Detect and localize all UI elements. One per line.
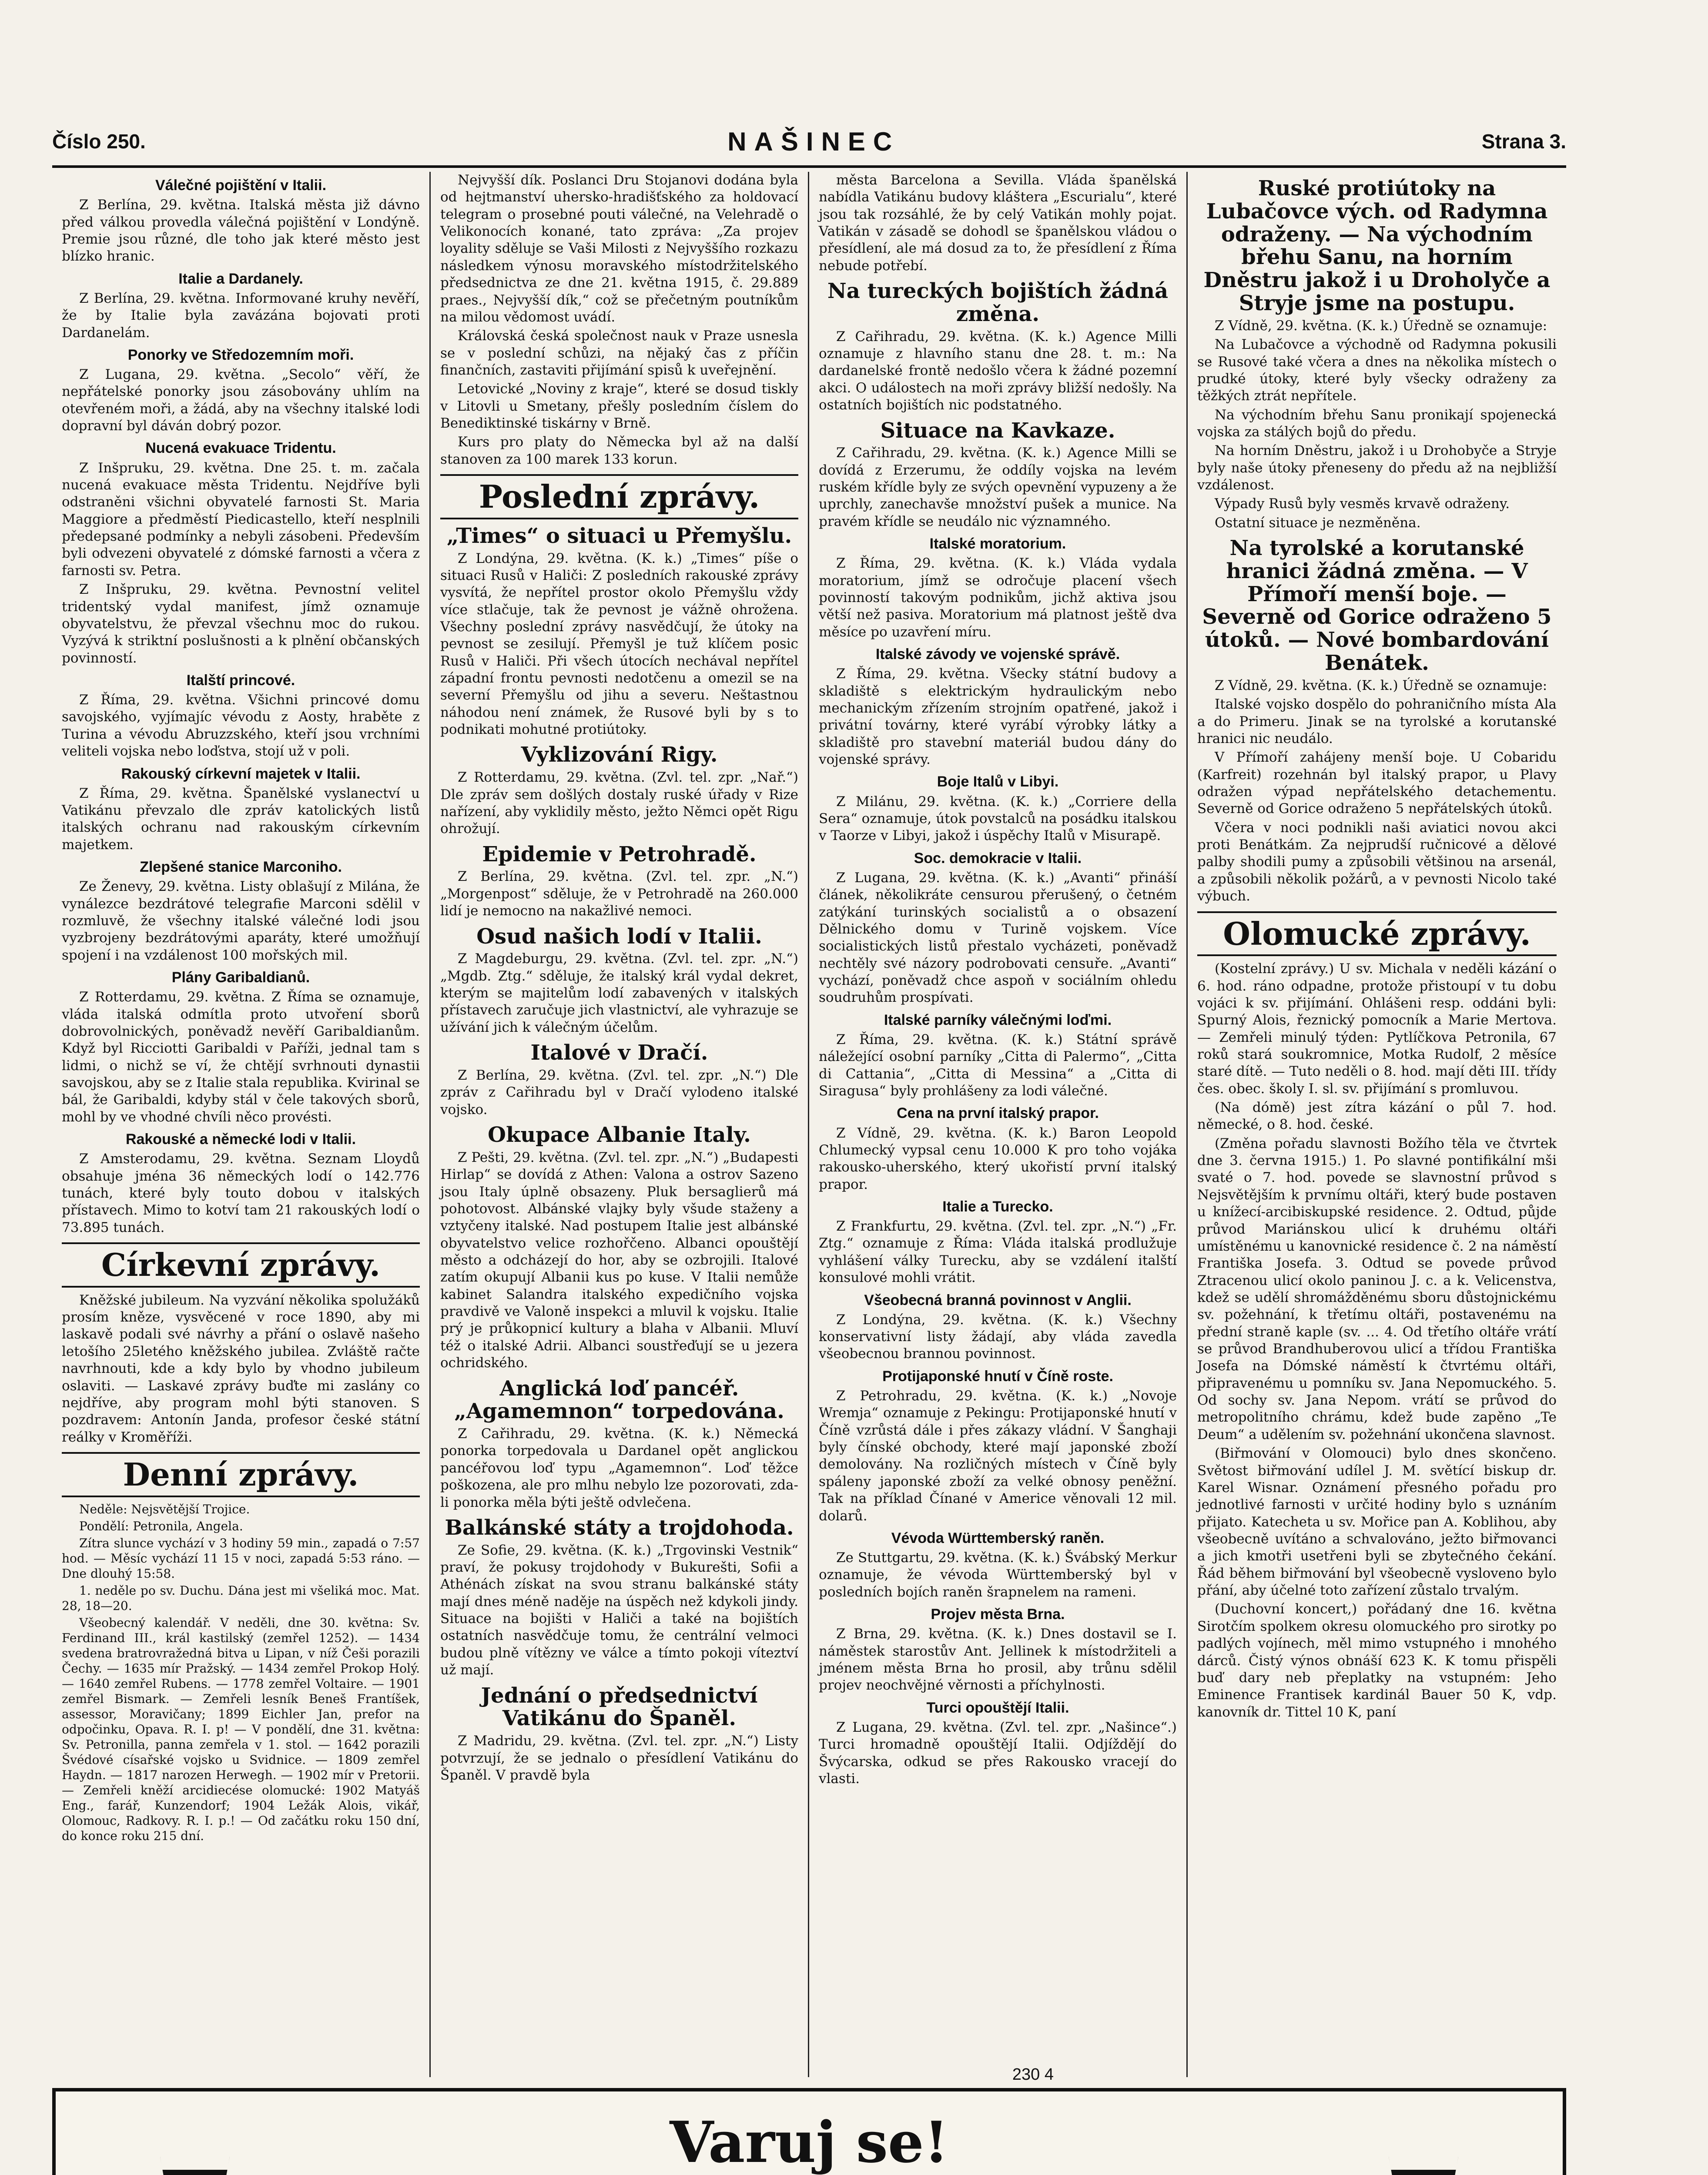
article-paragraph: Ze Ženevy, 29. května. Listy oblašují z Milána, že vynálezce bezdrátové telegrafie Marconi sdělil v rozmluvě, že všechny italské válečné lodi jsou vyzbrojeny bezdrátovými aparáty, které umožňují spojení i na vzdálenost 100 mořských mil. xyxy=(62,879,420,963)
article-paragraph: Z Brna, 29. května. (K. k.) Dnes dostavil se I. náměstek starostův Ant. Jellinek k místodržiteli a jménem města Brna ho prosil, aby trůnu sdělil projev neochvějné věrnosti a příchylnosti. xyxy=(819,1626,1177,1693)
section-title: Církevní zprávy. xyxy=(62,1242,420,1288)
article-heading: Italové v Dračí. xyxy=(530,1041,708,1065)
section-title: Denní zprávy. xyxy=(62,1452,420,1497)
article-heading: Italie a Turecko. xyxy=(942,1198,1053,1215)
article-paragraph: Ze Sofie, 29. května. (K. k.) „Trgovinski Vestnik“ praví, že pokusy trojdohody v Bukurešti, Sofii a Athénách získat na svou stranu balkánské státy mají dnes méně naděje na úspěch než kdykoli jindy. Situace na bojišti v Haliči a také na bojištích ostatních nasvědčuje tomu, že centrální velmoci budou plně vítězny ve válce a tímto pokoji víteztví už mají. xyxy=(440,1542,798,1678)
daily-news xyxy=(62,1502,420,1844)
article-heading: Projev města Brna. xyxy=(931,1606,1065,1623)
article-heading: Italští princové. xyxy=(186,672,295,689)
article-paragraph: Na Lubačovce a východně od Radymna pokusili se Rusové také včera a dnes na několika místech o prudké útoky, které byly všecky odraženy za těžkých ztrát nepřítele. xyxy=(1197,337,1557,404)
article-heading: Italské moratorium. xyxy=(929,535,1066,552)
article-paragraph: Ze Stuttgartu, 29. května. (K. k.) Švábský Merkur oznamuje, že vévoda Württemberský byl v posledních bojích raněn šrapnelem na rameni. xyxy=(819,1550,1177,1600)
article-heading: Osud našich lodí v Italii. xyxy=(476,924,762,949)
article-paragraph: Italské vojsko dospělo do pohraničního místa Ala a do Primeru. Jinak se na tyrolské a korutanské hranici nic neudálo. xyxy=(1197,696,1557,746)
article-heading: Rakouské a německé lodi v Italii. xyxy=(125,1131,356,1148)
article-heading: Protijaponské hnutí v Číně roste. xyxy=(882,1368,1113,1385)
article-paragraph: Z Inšpruku, 29. května. Pevnostní velitel tridentský vydal manifest, jímž oznamuje obyvatelstvu, že převzal všechnu moc do rukou. Vyzývá k striktní poslušnosti a k plnění občanských povinností. xyxy=(62,582,420,666)
column-1 xyxy=(52,172,431,2077)
article-paragraph: Z Milánu, 29. května. (K. k.) „Corriere della Sera“ oznamuje, útok povstalců na posádku italskou v Taorze v Libyi, jakož i úspěchy Italů v Misurapě. xyxy=(819,793,1177,844)
article-heading: Rakouský církevní majetek v Italii. xyxy=(121,765,361,782)
article-paragraph: (Duchovní koncert,) pořádaný dne 16. května Sirotčím spolkem okresu olomuckého pro sirotky po padlých vojínech, měl mimo vstupného i mnohého dárců. Čistý výnos obnáší 623 K. K tomu přispěli buď dary neb přeplatky na vstupném: Jeho Eminence Frantisek kardinál Bauer 50 K, vdp. kanovník dr. Tittel 10 K, paní xyxy=(1197,1601,1557,1720)
soap-bottle-illustration-right xyxy=(1310,2144,1537,2175)
section-title: Olomucké zprávy. xyxy=(1197,911,1557,957)
article-paragraph: Z Berlína, 29. května. Informované kruhy nevěří, že by Italie byla zavázána bojovati proti Dardanelám. xyxy=(62,290,420,341)
article-paragraph: Pondělí: Petronila, Angela. xyxy=(79,1519,243,1533)
columns xyxy=(52,172,1566,2077)
ulida-advertisement xyxy=(52,2065,1566,2175)
article-paragraph: Z Vídně, 29. května. (K. k.) Úředně se oznamuje: xyxy=(1215,677,1547,693)
article-heading: „Times“ o situaci u Přemyšlu. xyxy=(446,523,792,548)
article-heading: Okupace Albanie Italy. xyxy=(488,1123,751,1148)
article-paragraph: (Kostelní zprávy.) U sv. Michala v neděli kázání o 6. hod. ráno odpadne, protože přistoupí v tu dobu vojáci k sv. přijímání. Ohlášeni resp. oddáni byli: Spurný Alois, řeznický pomocník a Marie Mertova. — Zemřeli minulý týden: Pytlíčkova Petronila, 67 roků stará soukromnice, Motka Rudolf, 2 měsíce staré dítě. — Tuto neděli o 8. hod. mají děti III. třídy čes. obec. školy I. sl. sv. přijímání s promluvou. xyxy=(1197,961,1557,1097)
article-paragraph: Z Vídně, 29. května. (K. k.) Baron Leopold Chlumecký vypsal cenu 10.000 K pro toho vojáka rakousko-uherského, který ukořistí první italský prapor. xyxy=(819,1125,1177,1192)
article-paragraph: Z Frankfurtu, 29. května. (Zvl. tel. zpr. „N.“) „Fr. Ztg.“ oznamuje z Říma: Vláda italská prodlužuje vyhlášení války Turecku, aby se vzdálení italští konsulové mohli vrátit. xyxy=(819,1218,1177,1286)
article-paragraph: Z Říma, 29. května. Všichni princové domu savojského, vyjímajíc vévodu z Aosty, hraběte z Turina a vévodu Abruzzského, kteří jsou vrchními veliteli vojska nebo loďstva, stojí už v poli. xyxy=(62,692,420,760)
article-paragraph: Z Londýna, 29. května. (K. k.) „Times“ píše o situaci Rusů v Haliči: Z posledních rakouské zprávy vysvítá, že nepřítel prostor okolo Přemyšlu vždy více stlačuje, tak že pevnost je vážně ohrožena. Všechny poslední zprávy nasvědčují, že útoky na pevnost se zesilují. Přemyšl je tuž klíčem posic Rusů v Haliči. Při všech útocích nechával nepřítel západní frontu pevnosti nedotčenu a omezil se na severní Přemyšlu od jihu a severu. Neštastnou náhodou není známek, že Rusové byli by s to podnikati mohutné protiútoky. xyxy=(440,550,798,738)
article-paragraph: Z Berlína, 29. května. Italská města již dávno před válkou provedla válečná pojištění v Londýně. Premie jsou různé, dle toho jak které město jest blízko hranic. xyxy=(62,197,420,264)
article-paragraph: Kněžské jubileum. Na vyzvání několika spolužáků prosím kněze, vysvěcené v roce 1890, aby mi laskavě podali své návrhy a přání o oslavě našeho letošího 25letého kněžského jubilea. Zvláště račte navrhnouti, kde a kdy bylo by vhodno jubileum oslaviti. — Laskavé zprávy buďte mi zaslány co nejdříve, aby program mohl býti stanoven. S pozdravem: Antonín Janda, profesor české státní reálky v Kroměříži. xyxy=(62,1292,420,1445)
article-paragraph: Z Amsterodamu, 29. května. Seznam Lloydů obsahuje jména 36 německých lodí o 142.776 tunách, které byly touto dobou v italských přístavech. Mimo to kotví tam 21 rakouských lodí o 73.895 tunách. xyxy=(62,1151,420,1235)
article-paragraph: Zítra slunce vychází v 3 hodiny 59 min., zapadá o 7:57 hod. — Měsíc vychází 11 15 v noci, zapadá 5:53 ráno. — Dne dlouhý 15:58. xyxy=(62,1536,420,1581)
article-paragraph: Ostatní situace je nezměněna. xyxy=(1215,515,1421,531)
article-paragraph: Z Madridu, 29. května. (Zvl. tel. zpr. „N.“) Listy potvrzují, že se jednalo o přesídlení Vatikánu do Španěl. V pravdě byla xyxy=(440,1733,798,1783)
article-paragraph: Z Lugana, 29. května. (Zvl. tel. zpr. „Našince“.) Turci hromadně opouštějí Italii. Odjíždějí do Švýcarska, odkud se přes Rakousko vracejí do vlasti. xyxy=(819,1719,1177,1787)
article-paragraph: Výpady Rusů byly vesměs krvavě odraženy. xyxy=(1215,496,1510,512)
article-paragraph: Z Říma, 29. května. Všecky státní budovy a skladiště s elektrickým hydraulickým nebo mechanickým zřízením strojním opatřené, jakož i privátní továrny, které vyrábí výrobky látky a skladiště pro stavební materiál budou dány do vojenské správy. xyxy=(819,666,1177,768)
article-heading: Zlepšené stanice Marconiho. xyxy=(140,859,342,876)
column-3 xyxy=(809,172,1188,2077)
article-heading: Vyklizování Rigy. xyxy=(521,743,718,767)
article-paragraph: Na horním Dněstru, jakož i u Drohobyče a Stryje byly naše útoky přeneseny do předu až na nejbližší vzdálenost. xyxy=(1197,443,1557,493)
article-heading: Italské parníky válečnými loďmi. xyxy=(884,1011,1112,1028)
article-heading: Balkánské státy a trojdohoda. xyxy=(445,1515,794,1540)
article-paragraph: Z Inšpruku, 29. května. Dne 25. t. m. začala nucená evakuace města Tridentu. Nejdříve byli odstraněni všichni obyvatelé farnosti St. Maria Maggiore a předměstí Piedicastello, kteří nesplnili předepsané podmínky a nebyli zásobeni. Především byli odvezeni obyvatelé z dómské farnosti a včera z farnosti sv. Petra. xyxy=(62,460,420,579)
article-heading: Vévoda Württemberský raněn. xyxy=(891,1529,1105,1546)
newspaper-header xyxy=(52,117,1566,168)
ad-title: Varuj se! xyxy=(670,2109,949,2175)
article-heading: Ponorky ve Středozemním moři. xyxy=(127,346,354,363)
article-paragraph: Nejvyšší dík. Poslanci Dru Stojanovi dodána byla od hejtmanství uhersko-hradišťského za holdovací telegram o prosebné pouti válečné, na Velehradě o Velikonocích konané, tato zpráva: „Za projev loyality sděluje se Vaši Milosti z Nejvyššího rozkazu následkem výnosu moravského místodržitelského předsednictva ze dne 21. května 1915, č. 29.889 praes., Nejvyšší dík,“ což se přečetným poutníkům na milou vědomost uvádí. xyxy=(440,172,798,325)
article-paragraph: Z Berlína, 29. května. (Zvl. tel. zpr. „N.“) Dle zpráv z Cařihradu byl v Dračí vylodeno italské vojsko. xyxy=(440,1067,798,1118)
article-paragraph: (Na dómě) jest zítra kázání o půl 7. hod. německé, o 8. hod. české. xyxy=(1197,1100,1557,1133)
article-paragraph: Z Berlína, 29. května. (Zvl. tel. zpr. „N.“) „Morgenpost“ sděluje, že v Petrohradě na 260.000 lidí je nemocno na nakažlivé nemoci. xyxy=(440,869,798,919)
article-paragraph: Na východním břehu Sanu pronikají spojenecká vojska za stálých bojů do předu. xyxy=(1197,407,1557,440)
article-paragraph: Z Lugana, 29. května. „Secolo“ věří, že nepřátelské ponorky jsou zásobovány uhlím na otevřeném moři, a žádá, aby na všechny italské lodi dopravní byl dáván dobrý pozor. xyxy=(62,367,420,434)
article-heading: Situace na Kavkaze. xyxy=(880,418,1115,443)
article-heading: Všeobecná branná povinnost v Anglii. xyxy=(864,1292,1132,1308)
article-paragraph: 1. neděle po sv. Duchu. Dána jest mi všeliká moc. Mat. 28, 18—20. xyxy=(62,1583,420,1613)
article-paragraph: Neděle: Nejsvětější Trojice. xyxy=(79,1502,250,1516)
article-paragraph: Včera v noci podnikli naši aviatici novou akci proti Benátkám. Za nejprudší ručnicové a dělové palby shodili pumy a způsobili většinou na arsenál, a způsobili několik požárů, a v pevnosti Nicolo také výbuch. xyxy=(1197,820,1557,904)
article-paragraph: Z Říma, 29. května. Španělské vyslanectví u Vatikánu převzalo dle zpráv katolických listů italských ochranu nad rakouským církevním majetkem. xyxy=(62,785,420,853)
article-paragraph: Letovické „Noviny z kraje“, které se dosud tiskly v Litovli u Smetany, přešly posledním číslem do Benediktinské tiskárny v Brně. xyxy=(440,381,798,432)
section-title: Poslední zprávy. xyxy=(440,474,798,519)
article-heading: Ruské protiútoky na Lubačovce vých. od Radymna odraženy. — Na východním břehu Sanu, na horním Dněstru jakož i u Droholyče a Stryje jsme na postupu. xyxy=(1203,176,1551,315)
article-paragraph: Z Cařihradu, 29. května. (K. k.) Německá ponorka torpedovala u Dardanel opět anglickou pancéřovou loď typu „Agamemnon“. Loď těžce poškozena, ale pro mlhu nebylo lze pozorovati, zda-li ponorka měla býti ještě odvlečena. xyxy=(440,1426,798,1510)
article-heading: Soc. demokracie v Italii. xyxy=(914,850,1082,867)
column-4 xyxy=(1188,172,1566,2077)
article-heading: Italské závody ve vojenské správě. xyxy=(875,646,1120,663)
article-paragraph: Kurs pro platy do Německa byl až na další stanoven za 100 marek 133 korun. xyxy=(440,434,798,467)
article-paragraph: Z Lugana, 29. května. (K. k.) „Avanti“ přináší článek, několikráte censurou přerušený, o četném zatýkání turinských socialistů a o obsazení Dělnického domu v Turině vojskem. Více socialistických listů přestalo vycházeti, poněvadž nechtěly své názory podrobovati censuře. „Avanti“ vychází, poněvadž chce aspoň v sociálním ohledu soudruhům prospívati. xyxy=(819,870,1177,1006)
article-paragraph: Z Rotterdamu, 29. května. (Zvl. tel. zpr. „Nař.“) Dle zpráv sem došlých dostaly ruské úřady v Rize nařízení, aby vyklidily město, ježto Němci opět Rigu ohrožují. xyxy=(440,770,798,837)
article-heading: Na tureckých bojištích žádná změna. xyxy=(827,279,1169,326)
article-heading: Boje Italů v Libyi. xyxy=(937,773,1059,790)
article-heading: Italie a Dardanely. xyxy=(178,270,303,287)
article-heading: Epidemie v Petrohradě. xyxy=(482,842,757,867)
ad-number: 230 4 xyxy=(1012,2065,1054,2084)
soap-bottle-illustration-left xyxy=(82,2144,308,2175)
article-paragraph: Z Petrohradu, 29. května. (K. k.) „Novoje Wremja“ oznamuje z Pekingu: Protijaponské hnutí v Číně vzrůstá dále i přes zákazy vládní. V Šanghaji byly čínské obchody, které mají japonské zboží demolovány. Na rozličných místech v Číně byly spáleny japonské zboží za velké obnosy peněžní. Tak na příklad Čínané v Americe věnovali 12 mil. dolarů. xyxy=(819,1388,1177,1524)
article-paragraph: Všeobecný kalendář. V neděli, dne 30. května: Sv. Ferdinand III., král kastilský (zemřel 1252). — 1434 svedena bratrovražedná bitva u Lipan, v níž Češi porazili Čechy. — 1635 mír Pražský. — 1434 zemřel Prokop Holý. — 1640 zemřel Rubens. — 1778 zemřel Voltaire. — 1901 zemřel Bismark. — Zemřeli lesník Beneš Frantíšek, assessor, Moravičany; 1899 Eichler Jan, prefor na odpočinku, Opava. R. I. p! — V pondělí, dne 31. května: Sv. Petronilla, panna zemřela v 1. stol. — 1642 porazili Švédové císařské vojsko u Svidnice. — 1809 zemřel Haydn. — 1817 narozen Herwegh. — 1902 mír v Pretorii. — Zemřeli kněží arcidiecése olomucké: 1902 Matyáš Eng., farář, Kunzendorf; 1904 Ležák Alois, vikář, Olomouc, Radkovy. R. I. p.! — Od začátku roku 150 dní, do konce roku 215 dní. xyxy=(62,1615,420,1843)
article-heading: Nucená evakuace Tridentu. xyxy=(145,440,336,457)
article-heading: Jednání o předsednictví Vatikánu do Španěl. xyxy=(481,1683,758,1731)
column-2 xyxy=(431,172,809,2077)
newspaper-title: NAŠINEC xyxy=(727,127,900,156)
article-paragraph: Královská česká společnost nauk v Praze usnesla se v poslední schůzi, na nějaký čas z příčin finančních, zastaviti přijímání spisů k uveřejnění. xyxy=(440,328,798,378)
article-paragraph: (Změna pořadu slavnosti Božího těla ve čtvrtek dne 3. června 1915.) 1. Po slavné pontifikální mši svaté o 7. hod. povede se slavnostní průvod s Nejsvětějším k prvnímu oltáři, který bude postaven u knížecí-arcibiskupské residence. 2. Odtud, půjde průvod Mariánskou ulicí k druhému oltáři umístěnému u kanovnické residence č. 2 na náměstí Františka Josefa. 3. Odtud se povede průvod Ztracenou ulicí okolo paninou J. c. a k. Velicenstva, kdež se udělí shromážděnému sboru důstojnickému sv. požehnání, k třetímu oltáři, postavenému na přední straně kaple (sv. ... 4. Od třetího oltáře vrátí se průvod Brandhuberovou ulicí a třídou Františka Josefa na Dómské náměstí k čtvrtému oltáři, připravenému u pomníku sv. Jana Nepomuckého. 5. Od sochy sv. Jana Nepom. vrátí se průvod do metropolitního chrámu, kdež bude zapěno „Te Deum“ a udělením sv. požehnání ukončena slavnost. xyxy=(1197,1135,1557,1442)
article-heading: Turci opouštějí Italii. xyxy=(926,1699,1069,1716)
article-paragraph: Z Říma, 29. května. (K. k.) Vláda vydala moratorium, jímž se odročuje placení všech povinností takovým podnikům, jichž aktiva jsou větší než pasiva. Moratorium má platnost ještě dva měsíce po uzavření míru. xyxy=(819,555,1177,640)
article-paragraph: města Barcelona a Sevilla. Vláda španělská nabídla Vatikánu budovy kláštera „Escurialu“, které jsou tak rozsáhlé, že by celý Vatikán mohly pojat. Vatikán v zásadě se dohodl se španělskou vládou o přesídlení, ale má dosud za to, že přesídlení z Říma nebude potřebí. xyxy=(819,172,1177,274)
article-heading: Cena na první italský prapor. xyxy=(897,1105,1099,1122)
article-heading: Anglická loď pancéř. „Agamemnon“ torpedována. xyxy=(454,1376,784,1424)
article-paragraph: Z Vídně, 29. května. (K. k.) Úředně se oznamuje: xyxy=(1215,318,1547,334)
article-paragraph: Z Cařihradu, 29. května. (K. k.) Agence Milli oznamuje z hlavního stanu dne 28. t. m.: Na dardanelské frontě nedošlo včera k žádné pozemní akci. O událostech na moři zprávy bližší nedošly. Na ostatních bojištích nic podstatného. xyxy=(819,328,1177,413)
article-paragraph: Z Londýna, 29. května. (K. k.) Všechny konservativní listy žádají, aby vláda zavedla všeobecnou brannou povinnost. xyxy=(819,1312,1177,1362)
article-heading: Na tyrolské a korutanské hranici žádná změna. — V Přímoří menší boje. — Severně od Gorice odraženo 5 útoků. — Nové bombardování Benátek. xyxy=(1202,536,1552,676)
article-paragraph: Z Pešti, 29. května. (Zvl. tel. zpr. „N.“) „Budapesti Hirlap“ se dovídá z Athen: Valona a ostrov Sazeno jsou Italy úplně obsazeny. Pluk bersaglierů má pohotovost. Albánské vlajky byly všude staženy a vztyčeny italské. Nad postupem Italie jest albánské obyvatelstvo velice rozhořčeno. Albanci opouštějí město a odcházejí do hor, aby se ozbrojili. Italové zatím okupují Albanii kus po kuse. V Italii nemůže kabinet Salandra italského expedičního vojska pravdivě ve Valoně inspekci a mluvil k vojsku. Italie prý je průkopnicí kultury a blaha v Albanii. Mluví též o italské Adrii. Albanci soustřeďují se u jezera ochridského. xyxy=(440,1149,798,1371)
page-number: Strana 3. xyxy=(1481,130,1566,153)
article-paragraph: Z Cařihradu, 29. května. (K. k.) Agence Milli se dovídá z Erzerumu, že oddíly vojska na levém ruském křídle byly ze svých opevnění vypuzeny a že uprchly, zanechavše množství pušek a munice. Na pravém křídle se neudálo nic významného. xyxy=(819,445,1177,529)
article-heading: Plány Garibaldianů. xyxy=(171,969,310,986)
article-paragraph: Z Magdeburgu, 29. května. (Zvl. tel. zpr. „N.“) „Mgdb. Ztg.“ sděluje, že italský král vydal dekret, kterým se majitelům lodí zabavených v italských přístavech zaručuje jich vlastnictví, ale vyhrazuje se užívání jich k válečným účelům. xyxy=(440,951,798,1035)
article-paragraph: Z Říma, 29. května. (K. k.) Státní správě náležející osobní parníky „Citta di Palermo“, „Citta di Cattania“, „Citta di Messina“ a „Citta di Siragusa“ byly prohlášeny za lodi válečné. xyxy=(819,1031,1177,1099)
article-paragraph: V Přímoří zahájeny menší boje. U Cobaridu (Karfreit) rozehnán byl italský prapor, u Plavy odražen výpad nepřátelského detachementu. Severně od Gorice odraženo 5 nepřátelských útoků. xyxy=(1197,750,1557,817)
article-paragraph: (Biřmování v Olomouci) bylo dnes skončeno. Světost biřmování udílel J. M. světící biskup dr. Karel Wisnar. Oznámení přesného pořadu pro jednotlivé farnosti v určité hodiny bylo s uznáním přijato. Katecheta u sv. Mořice pan A. Koblihou, aby všeobecně uvítáno a schvalováno, ježto biřmovanci a jich kmotři usetřeni byli se zbytečného čekání. Řád během biřmování byl všeobecně vysloveno bylo přání, aby účelné toto zařízení zůstalo trvalým. xyxy=(1197,1446,1557,1599)
issue-number: Číslo 250. xyxy=(52,130,146,153)
article-heading: Válečné pojištění v Italii. xyxy=(155,177,327,194)
article-paragraph: Z Rotterdamu, 29. května. Z Říma se oznamuje, vláda italská odmítla proto utvoření sborů dobrovolnických, poněvadž nevěří Garibaldianům. Když byl Ricciotti Garibaldi v Paříži, jednal tam s lidmi, o nichž se ví, že chtějí svrhnouti dynastii savojskou, aby se z Italie stala republika. Kvirinal se bál, že Garibaldi, kdyby stál v čele takových sborů, mohl by ve vhodné chvíli něco provésti. xyxy=(62,989,420,1125)
